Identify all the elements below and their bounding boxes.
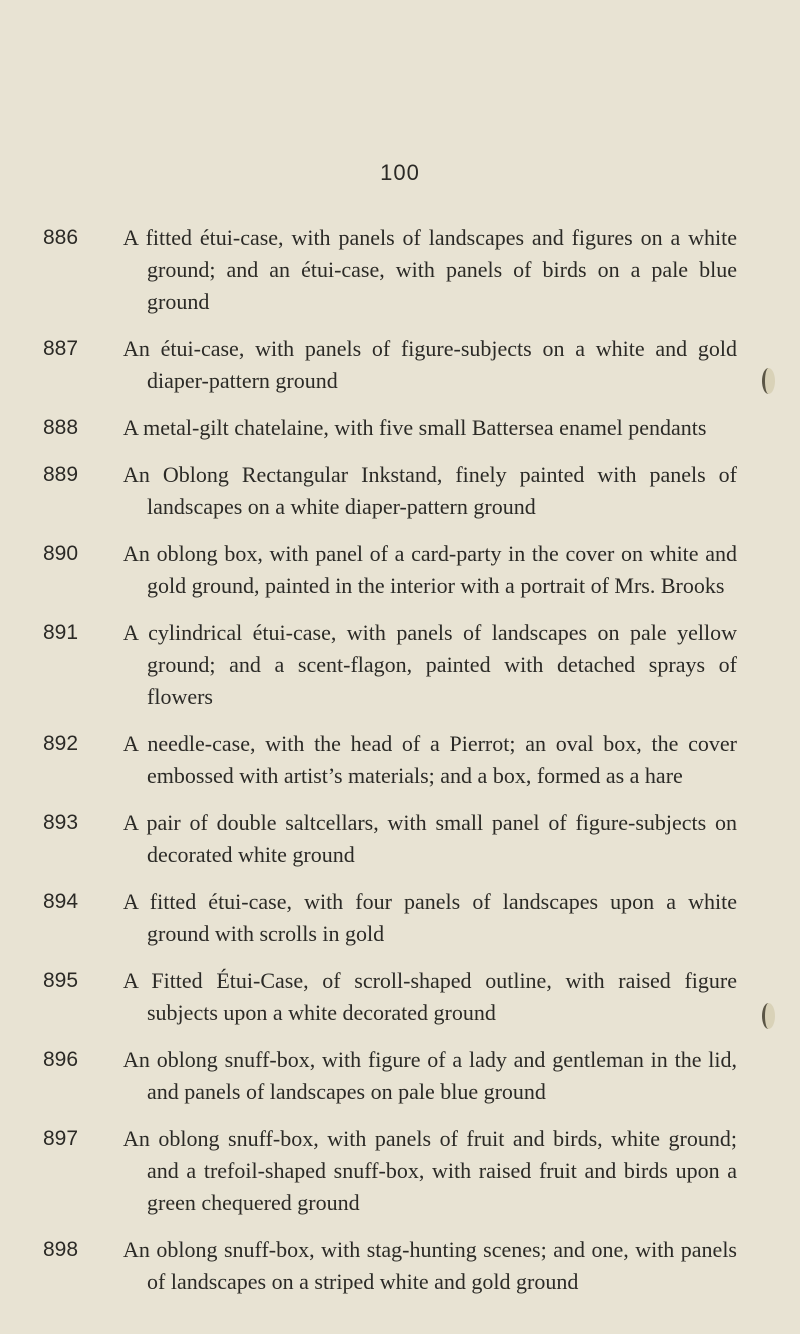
- lot-number: 898: [43, 1238, 79, 1261]
- lot-number: 893: [43, 811, 79, 834]
- lot-number: 891: [43, 621, 79, 644]
- lot-description: An oblong box, with panel of a card-party in the cover on white and gold ground, painted in the interior with a portrait of Mrs. Brooks: [123, 541, 737, 598]
- catalogue-entry: [0, 728, 800, 792]
- lot-description: A fitted étui-case, with four panels of landscapes upon a white ground with scrolls in gold: [123, 889, 737, 946]
- catalogue-entry: [0, 1123, 800, 1219]
- catalogue-entry: [0, 538, 800, 602]
- catalogue-entry: [0, 1234, 800, 1298]
- lot-description: A metal-gilt chatelaine, with five small Battersea enamel pendants: [123, 415, 707, 440]
- lot-number: 892: [43, 732, 79, 755]
- lot-description: A fitted étui-case, with panels of landscapes and figures on a white ground; and an étui-case, with panels of birds on a pale blue ground: [123, 225, 737, 314]
- lot-number: 894: [43, 890, 79, 913]
- lot-number: 888: [43, 416, 79, 439]
- lot-description: A Fitted Étui-Case, of scroll-shaped outline, with raised figure subjects upon a white decorated ground: [123, 968, 737, 1025]
- lot-description: An oblong snuff-box, with stag-hunting scenes; and one, with panels of landscapes on a striped white and gold ground: [123, 1237, 737, 1294]
- binding-hole-mark: [762, 1003, 775, 1029]
- lot-number: 887: [43, 337, 79, 360]
- catalogue-entry: [0, 617, 800, 713]
- catalogue-entry: [0, 886, 800, 950]
- lot-description: A cylindrical étui-case, with panels of landscapes on pale yellow ground; and a scent-flagon, painted with detached sprays of flowers: [123, 620, 737, 709]
- catalogue-entry: [0, 412, 800, 444]
- catalogue-entry: [0, 807, 800, 871]
- lot-number: 895: [43, 969, 79, 992]
- lot-description: An oblong snuff-box, with panels of fruit and birds, white ground; and a trefoil-shaped snuff-box, with raised fruit and birds upon a green chequered ground: [123, 1126, 737, 1215]
- lot-number: 886: [43, 226, 79, 249]
- lot-description: An Oblong Rectangular Inkstand, finely painted with panels of landscapes on a white diaper-pattern ground: [123, 462, 737, 519]
- lot-description: An oblong snuff-box, with figure of a lady and gentleman in the lid, and panels of landscapes on pale blue ground: [123, 1047, 737, 1104]
- lot-number: 889: [43, 463, 79, 486]
- binding-hole-mark: [762, 368, 775, 394]
- lot-number: 896: [43, 1048, 79, 1071]
- lot-number: 890: [43, 542, 79, 565]
- catalogue-entry: [0, 222, 800, 318]
- catalogue-entry: [0, 459, 800, 523]
- lot-number: 897: [43, 1127, 79, 1150]
- catalogue-entries: [0, 222, 800, 1313]
- page-number: 100: [380, 160, 420, 185]
- catalogue-entry: [0, 1044, 800, 1108]
- catalogue-entry: [0, 333, 800, 397]
- lot-description: An étui-case, with panels of figure-subjects on a white and gold diaper-pattern ground: [123, 336, 737, 393]
- lot-description: A needle-case, with the head of a Pierrot; an oval box, the cover embossed with artist’s materials; and a box, formed as a hare: [123, 731, 737, 788]
- catalogue-entry: [0, 965, 800, 1029]
- lot-description: A pair of double saltcellars, with small panel of figure-subjects on decorated white ground: [123, 810, 737, 867]
